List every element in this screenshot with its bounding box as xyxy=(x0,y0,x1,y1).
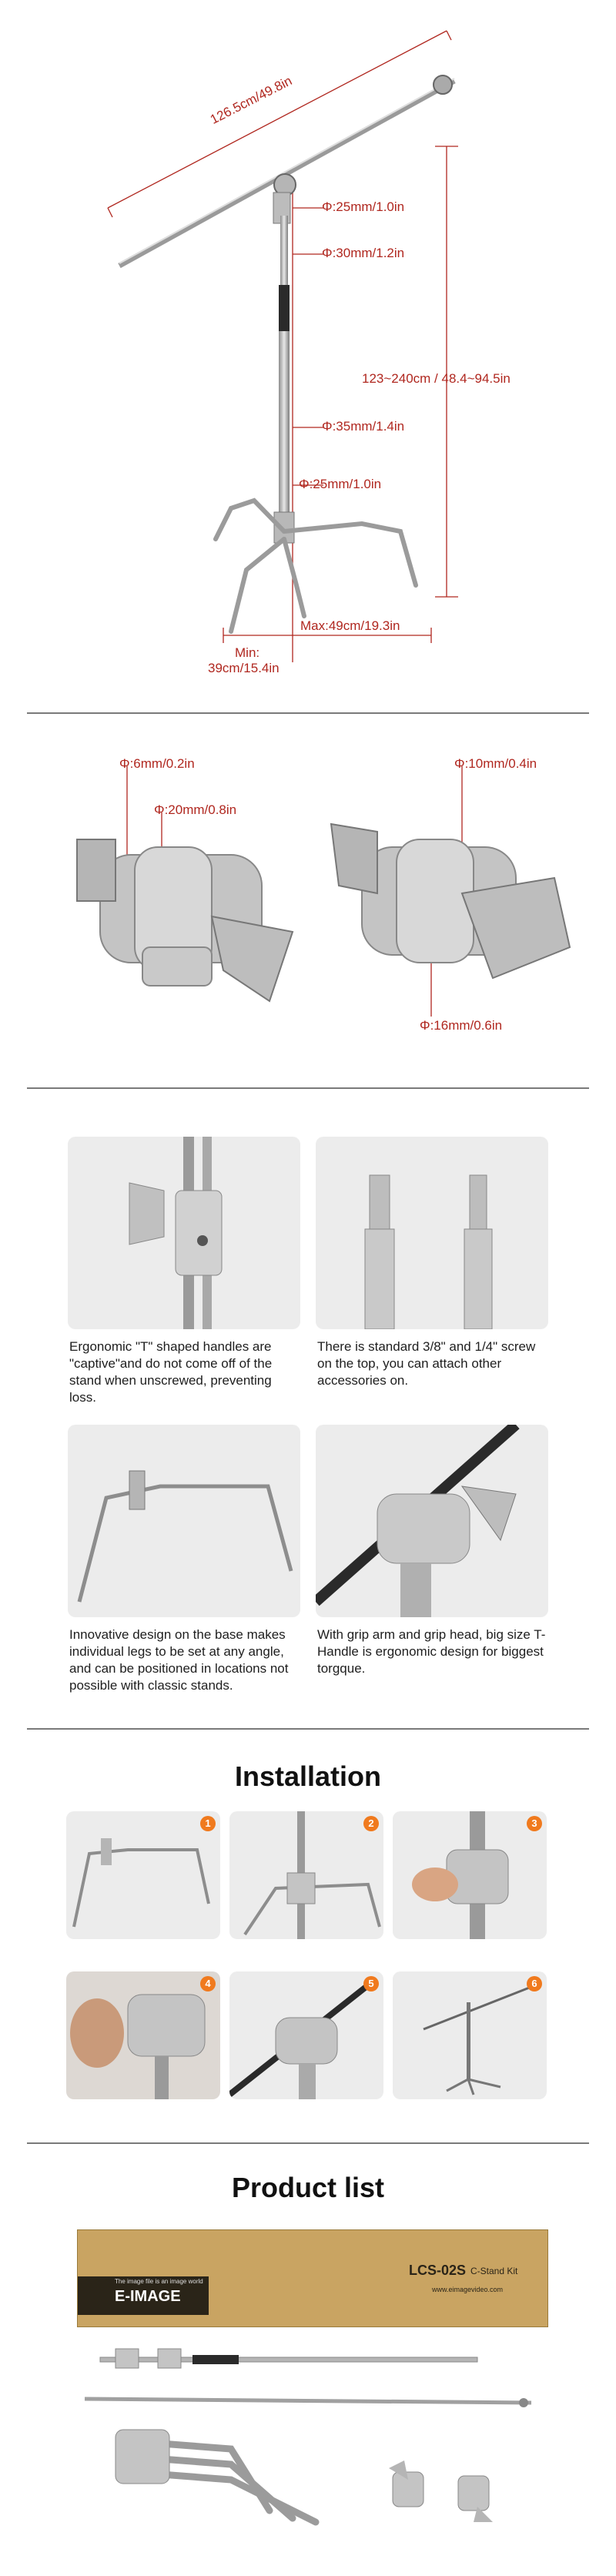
box-url: www.eimagevideo.com xyxy=(432,2286,504,2293)
stand-dimension-diagram xyxy=(0,0,616,708)
install-step-card xyxy=(393,1971,547,2099)
install-step-illustration xyxy=(393,1971,547,2099)
diameter-top-label: Φ:25mm/1.0in xyxy=(322,199,405,214)
diameter-6-label: Φ:6mm/0.2in xyxy=(119,756,195,771)
feature-image-base-legs xyxy=(68,1425,300,1617)
diameter-16-label: Φ:16mm/0.6in xyxy=(420,1018,503,1033)
step-number-badge: 2 xyxy=(363,1816,379,1831)
step-number-badge: 4 xyxy=(200,1976,216,1991)
diameter-20-label: Φ:20mm/0.8in xyxy=(154,802,237,817)
c-stand-illustration xyxy=(0,0,616,708)
install-step-illustration xyxy=(229,1811,383,1939)
diameter-10-label: Φ:10mm/0.4in xyxy=(454,756,537,771)
install-step-card xyxy=(229,1811,383,1939)
section-divider xyxy=(27,1728,589,1730)
grip-head-closeup-illustration xyxy=(316,1425,548,1617)
product-list-title: Product list xyxy=(231,2172,385,2203)
step-number-badge: 1 xyxy=(200,1816,216,1831)
section-divider xyxy=(27,712,589,714)
min-spread-label-line1: Min: xyxy=(235,645,260,660)
box-model: LCS-02S xyxy=(409,2263,467,2278)
installation-title: Installation xyxy=(234,1760,382,1792)
section-divider xyxy=(27,2142,589,2144)
diameter-35-label: Φ:35mm/1.4in xyxy=(322,419,405,434)
max-spread-label: Max:49cm/19.3in xyxy=(300,618,400,633)
grip-heads-illustration xyxy=(0,716,616,1086)
install-step-card xyxy=(66,1971,220,2099)
min-spread-label-line2: 39cm/15.4in xyxy=(208,661,280,675)
feature-image-grip-head xyxy=(316,1425,548,1617)
diameter-30-label: Φ:30mm/1.2in xyxy=(322,246,405,260)
install-step-illustration xyxy=(66,1811,220,1939)
step-number-badge: 3 xyxy=(527,1816,542,1831)
feature-caption: With grip arm and grip head, big size T-Handle is ergonomic design for biggest torgque. xyxy=(317,1627,546,1676)
arm-length-label: 126.5cm/49.8in xyxy=(208,73,295,127)
feature-image-t-handle xyxy=(68,1137,300,1329)
grip-head-dimension-diagram xyxy=(0,716,616,1086)
feature-caption: Ergonomic "T" shaped handles are "captive"and do not come off of the stand when unscrewed, preventing loss. xyxy=(69,1339,273,1405)
feature-image-screws xyxy=(316,1137,548,1329)
diameter-base-label: Φ:25mm/1.0in xyxy=(299,477,382,491)
box-model-suffix: C-Stand Kit xyxy=(470,2266,518,2276)
step-number-badge: 6 xyxy=(527,1976,542,1991)
install-step-card xyxy=(66,1811,220,1939)
product-items-illustration xyxy=(0,2341,616,2564)
install-step-illustration xyxy=(229,1971,383,2099)
install-step-card xyxy=(229,1971,383,2099)
box-brand: E-IMAGE xyxy=(115,2288,181,2305)
t-handle-illustration xyxy=(68,1137,300,1329)
section-divider xyxy=(27,1087,589,1089)
install-step-card xyxy=(393,1811,547,1939)
install-step-illustration xyxy=(66,1971,220,2099)
product-box xyxy=(77,2229,548,2327)
base-leg-illustration xyxy=(68,1425,300,1617)
install-step-illustration xyxy=(393,1811,547,1939)
height-range-label: 123~240cm / 48.4~94.5in xyxy=(362,371,511,386)
box-tagline: The image file is an image world xyxy=(115,2278,203,2285)
feature-caption: Innovative design on the base makes individual legs to be set at any angle, and can be positioned in locations not possible with classic stands. xyxy=(69,1627,289,1693)
step-number-badge: 5 xyxy=(363,1976,379,1991)
feature-caption: There is standard 3/8" and 1/4" screw on the top, you can attach other accessories on. xyxy=(317,1339,536,1388)
screw-tops-illustration xyxy=(316,1137,548,1329)
